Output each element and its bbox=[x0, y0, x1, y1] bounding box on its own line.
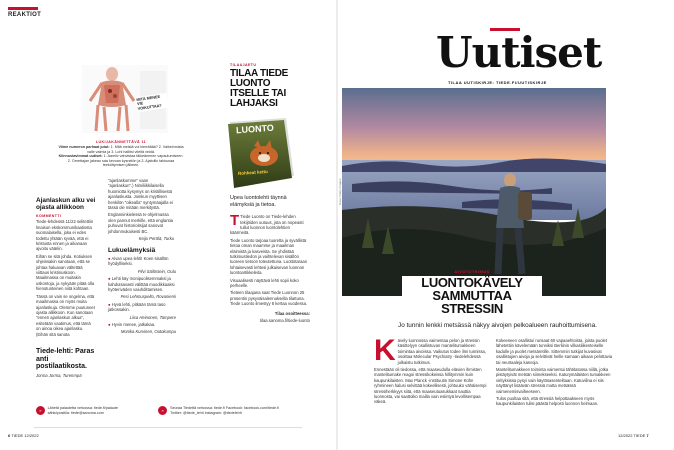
reader-item-3-text: Hyvä lehti, pitkään tämä taso jatkossakin. bbox=[108, 301, 166, 313]
photo-credit: Kuva: Getty Images bbox=[338, 178, 342, 205]
footer-feedback-text: Lähetä palautetta verkossa: tiede.fi/palaute sähköpostilla: tiede@sanoma.com bbox=[47, 406, 118, 415]
gift-body bbox=[230, 195, 310, 326]
magazine-cover[interactable] bbox=[224, 118, 298, 188]
letter-1-title: Ajanlaskun alku vei ojasta allikkoon bbox=[36, 197, 96, 211]
col1-p2: Ennestään oli tiedossa, että maaseudulla elävien ihmisten mantelitumake reagoi stressikokeissa hillitymmin kuin kaupunkilaisten. Max Planck -instituutin Simone Kühn ryhmineen halusi selvittää kokeellisesti, johtuuko vähäisempi stressiherkkyys siitä, että maaseutuasukkaat nauttia luonnosta, vai saattoiko mailla vain esiintyä levollisempaa väkeä. bbox=[374, 367, 487, 405]
article-kicker: AIVOTUTKIMUS bbox=[454, 269, 490, 274]
gift-drop-cap: T bbox=[230, 212, 240, 230]
issue-label: 12/2022 TIEDE bbox=[618, 433, 646, 438]
bullet-icon: ● bbox=[108, 256, 112, 261]
footer-divider bbox=[34, 427, 302, 428]
gift-order-url[interactable]: tilaa.sanoma.fi/tiede-luonto bbox=[259, 318, 310, 324]
letter-1 bbox=[36, 197, 96, 339]
letter-1-continued bbox=[108, 178, 174, 243]
page-number-right bbox=[618, 433, 649, 438]
footer-follow[interactable] bbox=[158, 406, 288, 415]
reader-list bbox=[108, 247, 176, 337]
letter-2-signature: Jorma Jorma, Turenmpä bbox=[36, 372, 82, 378]
drop-cap: K bbox=[374, 334, 396, 367]
article-col-2 bbox=[496, 338, 616, 409]
reader-item-2-text: Lehti käy monipuolisemmaksi ja kahdutsavasti välittää muodikkaaksi hyöteriväden vaiuhdittamisen. bbox=[108, 276, 175, 293]
col2-p1: Kokeeseen osallistui runsaat 60 vapaaehtoista, joista puolet lähetettiin kävelemään tunniksi Berliinin vilkasliikenteiselle kadulle ja puolet metsäretille. Sittemmin tutkijat kuvasivat osallistujien aivoja ja selvittivät heille samaan aikaan pelottavia tai neutraaleja kasvoja. bbox=[496, 338, 613, 365]
page-number-left bbox=[8, 433, 39, 438]
bullet-icon: ● bbox=[108, 301, 112, 307]
bullet-icon: ● bbox=[108, 322, 112, 328]
page-no: 7 bbox=[646, 433, 649, 438]
gift-p2: Tiede Luonto tarjoaa tuoretta ja syvällistä tietoa oman maamme ja maailman eläimistä ja kasveista. Se yhdistää tutkimustiedon ja vaihtelevan sisällön tuoreen tietoon toteutettuna. Luottotaraan lohtaisevasti lehtesi julkaisevan luonnon luontoartikkeleita. bbox=[230, 237, 308, 276]
reader-item-1-sign: Pilvi Säilöstein, Oulu bbox=[137, 268, 176, 274]
vote-least-text: 1. Aamiiv vahvistaa täikeämmen vapautumiseen. 2. Ornettajan jakeau saa kevoan kysnelön ja 3. Ajatoillu tahkusaa teeköttymisen jälkeen. bbox=[67, 154, 184, 168]
arrow-right-icon: » bbox=[36, 406, 45, 415]
headline-line-2: SAMMUTTAA STRESSIN bbox=[432, 288, 512, 316]
reader-item-4-text: Hyvin menee, jatkakaa. bbox=[111, 322, 156, 328]
article-col-1 bbox=[374, 334, 488, 407]
left-page bbox=[0, 0, 336, 450]
article-header bbox=[418, 269, 526, 315]
gift-title: TILAA TIEDE LUONTO ITSELLE TAI LAHJAKSI bbox=[230, 68, 288, 109]
letter-1c-signature: Keijo Perälä, Turku bbox=[138, 236, 174, 242]
reader-item-2-sign: Pesi Lehmuspelto, Rovaniemi bbox=[120, 294, 176, 300]
masthead-title: Uutiset bbox=[436, 28, 602, 77]
vote-winners-text: 1. Mitä meistä voi kierrättää? 2. Vaikeinmista valle vaimia ja 3. Lohi hallitsi viieltä veidä. bbox=[87, 145, 184, 154]
hero-photo bbox=[342, 88, 606, 296]
anatomy-figure bbox=[82, 65, 168, 133]
letter-1-p1: Tiede-lehdessä 11/22 selitettiin lmaisun ekskommunikaatiosta suomalaisella, joka ei edes todettu yhtään syvää, että ei kristusta ennen ja aikanaan ajvoitu vääriin. bbox=[36, 219, 94, 252]
section-label: REAKTIOT bbox=[8, 12, 42, 18]
gift-order-title: Tilaa osoitteessa: bbox=[274, 310, 310, 316]
page-no: 6 bbox=[8, 433, 11, 438]
col2-p3: Tulos puoltaa sitä, että stressiä helpottaakseen myös kaupunkilaisten tulisi päästä helposti luonnon helmaan. bbox=[496, 396, 599, 407]
gift-box bbox=[230, 63, 306, 109]
col2-p2: Mantelitumakkeen toiminta vaimentui tähtitatossa niillä, jotka pistäytyivät metsän siimekseeksi. Katurymäläisten tumakkeen virityksissa pysyi vain käytösasenteiltaan. Katuvilina ei siis näyttänyt lisäävän stressiä mutta metsässä vaimenemisvaiheeseen. bbox=[496, 367, 611, 394]
gift-kicker: TILAAJAETU bbox=[230, 63, 257, 67]
headline-line-1: LUONTOKÄVELY bbox=[421, 275, 523, 290]
arrow-right-icon: » bbox=[158, 406, 167, 415]
letter-1c-p2: Englanninkielessä tv-ohjelmassa olen pannut merkille, että englantia puhuvat historioitsijat sanovat johdonmukaisesti BC. bbox=[108, 212, 173, 234]
footer-feedback[interactable] bbox=[36, 406, 126, 415]
right-page bbox=[338, 0, 674, 450]
gift-caption: Upea luontolehti täynnä elämyksiä ja tietoa. bbox=[230, 195, 287, 208]
section-bar bbox=[8, 7, 38, 10]
vote-kicker: LUKIJAKÄNNETTÄVÄ 11 bbox=[95, 140, 147, 144]
footer-follow-text: Seuraa Tiedettä verkossa: tiede.fi Facebook: facebook.com/tiede.fi Twitter: @tiede_lehti Instagram: @tiedelehti bbox=[170, 406, 279, 415]
letter-2 bbox=[36, 348, 98, 378]
reader-item-1-text: Aivan upea lehti! Koen sisällön hyödylliseksi. bbox=[108, 256, 169, 267]
gift-p1: Tiede Luonto on Tiede-lehden tekijöiden uutuus, jota on nopeasti tullut luonnon luontolehtien käärmeitä. bbox=[230, 214, 304, 236]
vote-least-title: Kiinnostavimmat uutiset: bbox=[58, 154, 103, 159]
reader-vote-box bbox=[58, 140, 184, 168]
anatomy-label: MITÄ MENEE VIE VOIKUTTAA? bbox=[135, 93, 169, 113]
article-dek: Jo tunnin lenkki metsässä näkyy aivojen pelkoalueen rauhoittumisena. bbox=[398, 322, 597, 329]
reader-item-3-sign: Liisa Heinonen, Tampere bbox=[129, 314, 176, 320]
col1-p1: ävely luonnossa vaimentaa pelon ja stressin käsittelyyn osallistuvan mantelitumakkeen toimintaa aivoissa. Vaikutus todee ilmi tunnissa, osoittaa Molecular Psychiatry -tiedelehdessä julkaistu tutkimus. bbox=[397, 338, 487, 365]
lakeland-sunset-photo bbox=[342, 88, 606, 296]
letter-1c-p1: "ajanlaskumme" vaan "ajanlaskun".) Nimiliikkilaisella huomiotta kysymys on kristillisestä ajanlaskusta. Joinkun myyttisen henkilön "oikealla" syntymäajalla ei tässä ole mitään merkitystä. bbox=[108, 178, 173, 211]
letter-1-p2: Eihän se sitä johda. Kotiuksen ohjeissakin sanotaan, että se johtaa haluavan vältettää viittaus kristinuskoon. Maailmassa on muitakin uskontoja, ja nykyään pitää olla hienotunteinen niitä kohtaan. bbox=[36, 253, 95, 292]
gift-p3: Visuaalisesti näyttävä lehti sopii koko perheelle. bbox=[230, 277, 299, 289]
letter-2-title: Tiede-lehti: Paras anti postilaatikosta. bbox=[36, 348, 95, 371]
vote-winners-title: Viime numeron parhaat jutut: bbox=[58, 145, 110, 149]
issue-label: TIEDE 12/2022 bbox=[11, 433, 39, 438]
magazine-title: LUONTO bbox=[235, 122, 275, 136]
reader-item-4-sign: Monika Kurvinen, Outokumpu bbox=[120, 329, 176, 335]
bullet-icon: ● bbox=[108, 276, 112, 282]
magazine-headline: Rohkeat kettu bbox=[237, 168, 268, 177]
letter-1-kicker: KOMMENTTI bbox=[36, 214, 62, 218]
masthead-subtitle[interactable]: TILAA UUTISKIRJE: TIEDE.FI/UUTISKIRJE bbox=[448, 80, 547, 85]
reader-list-title: Lukuelämyksiä bbox=[108, 247, 156, 254]
letter-1-p3: Tässä on vain se ongelma, että maailmassa on myös muita ajanlaskuja. Olemme puutuneet ojasta allikkoon. Kun sanotaan "ennen ajanlaskun alkua", esitetään vaatimus, että tämä on ainoa oikea ajanlasku. (Eihän sitä sanota bbox=[36, 293, 95, 337]
gift-p4: Tieteen tilaajana saat Tiede Luonnon 25 prosentin pysyväisalennuksella tilattuna. Tiede Luonto ilmestyy 8 kertaa vuodessa. bbox=[230, 290, 308, 307]
